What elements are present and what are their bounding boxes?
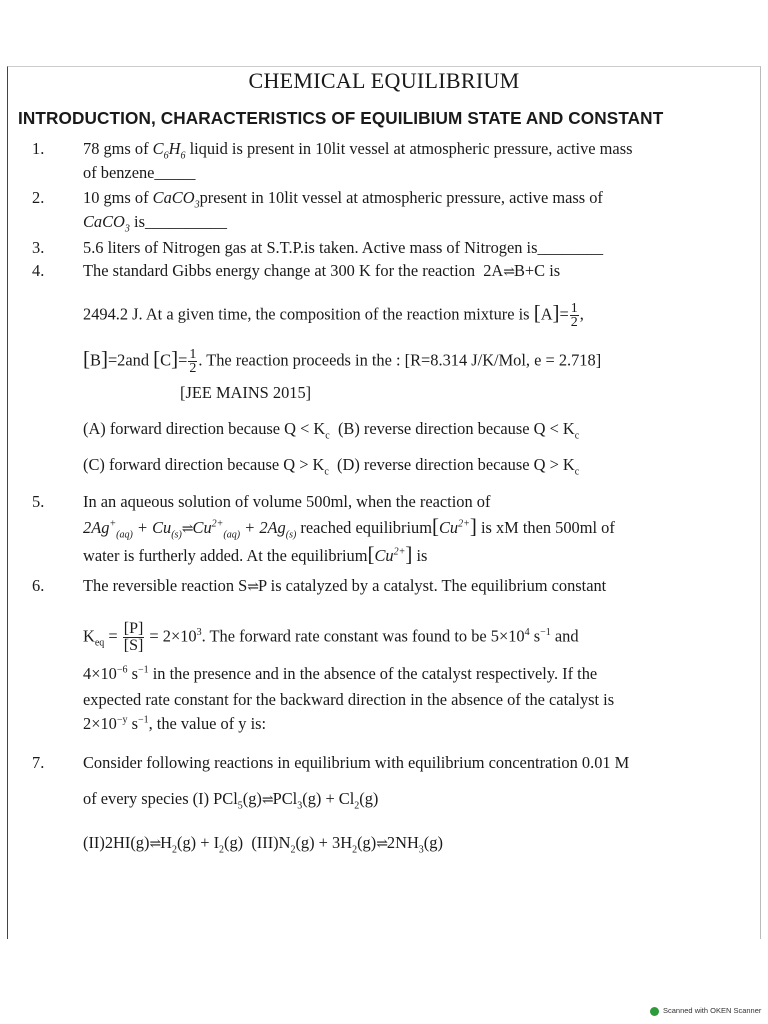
question-3-text: 5.6 liters of Nitrogen gas at S.T.P.is taken. Active mass of Nitrogen is________ — [83, 238, 604, 257]
question-6-line-3: $4\times 10^{-6}$ $s^{-1}$ in the presence and in the absence of the catalyst respectively. If the — [83, 664, 598, 683]
question-number: 6. — [32, 576, 45, 595]
question-4-line-2: 2494.2 J. At a given time, the composition of the reaction mixture is [A]= $\frac{1}{2}$ , — [83, 300, 584, 330]
question-2-line-2: CaCO$_3$ is__________ — [83, 212, 227, 235]
question-number: 3. — [32, 238, 45, 257]
question-7-line-3: $(II)2HI(g)\rightleftharpoons H_2(g) + I_2(g) (III)N_2(g)$ + $3H_2(g)\rightleftharpoons 2NH_3(g)$ — [83, 833, 443, 856]
question-5-line-3: water is furtherly added. At the $equilibrium[Cu^{2+}]$ is — [83, 542, 428, 566]
section-heading: INTRODUCTION, CHARACTERISTICS OF EQUILIBIUM STATE AND CONSTANT — [18, 108, 664, 128]
question-6-line-5: $2\times 10^{-y}$ $s^{-1}$, the value of y is: — [83, 714, 267, 733]
question-number: 1. — [32, 139, 45, 158]
question-number: 7. — [32, 753, 45, 772]
question-7-line-2: of every species (I) PCl$_5$(g)⇌PCl$_3$(g) + $Cl_2(g)$ — [83, 789, 379, 812]
question-7-line-1: Consider following reactions in equilibrium with equilibrium concentration 0.01 M — [83, 753, 630, 772]
question-6-line-1: The reversible reaction S⇌P is catalyzed by a catalyst. The equilibrium constant — [83, 576, 607, 595]
question-1-line-2: of benzene_____ — [83, 163, 196, 182]
question-2-line-1: 10 gms of CaCO$_3$present in 10lit vessel at atmospheric pressure, active mass of — [83, 188, 603, 211]
question-5-line-2: $2Ag^+_{(aq)}$ + $Cu_{(s)}\rightleftharpoons Cu^{2+}_{(aq)} + 2Ag_{(s)}$ reached $equilibrium[Cu^{2+}]$ is xM then 500ml of — [83, 514, 615, 541]
option-a-b: (A) forward direction because $Q < K_c$ (B) reverse direction because $Q < K_c$ — [83, 419, 580, 442]
exam-source: [JEE MAINS 2015] — [180, 383, 312, 402]
question-6-line-2: $K_{eq}$ = $\frac{[P]}{[S]}$ = $2\times 10^3$. The forward rate constant was found to be $5\times 10^4$ $s^{-1}$ and — [83, 620, 579, 654]
option-c-d: (C) forward direction because $Q > K_c$ (D) reverse direction because $Q > K_c$ — [83, 455, 580, 478]
question-5-line-1: In an aqueous solution of volume 500ml, when the reaction of — [83, 492, 491, 511]
page-title: CHEMICAL EQUILIBRIUM — [248, 68, 520, 93]
question-number: 2. — [32, 188, 45, 207]
question-6-line-4: expected rate constant for the backward direction in the absence of the catalyst is — [83, 690, 615, 709]
question-4-line-3: [B]=2and [C]= $\frac{1}{2}$ . The reaction proceeds in the : [R=8.314 J/K/Mol, e = 2.718] — [83, 346, 602, 376]
question-number: 5. — [32, 492, 45, 511]
question-4-line-1: The standard Gibbs energy change at 300 K for the reaction 2A⇌B+C is — [83, 261, 561, 280]
scanner-logo-icon — [650, 1007, 659, 1016]
question-number: 4. — [32, 261, 45, 280]
question-1-line-1: 78 gms of $C_6H_6$ liquid is present in 10lit vessel at atmospheric pressure, active mass — [83, 139, 633, 162]
scanner-watermark: Scanned with OKEN Scanner — [650, 1006, 761, 1016]
